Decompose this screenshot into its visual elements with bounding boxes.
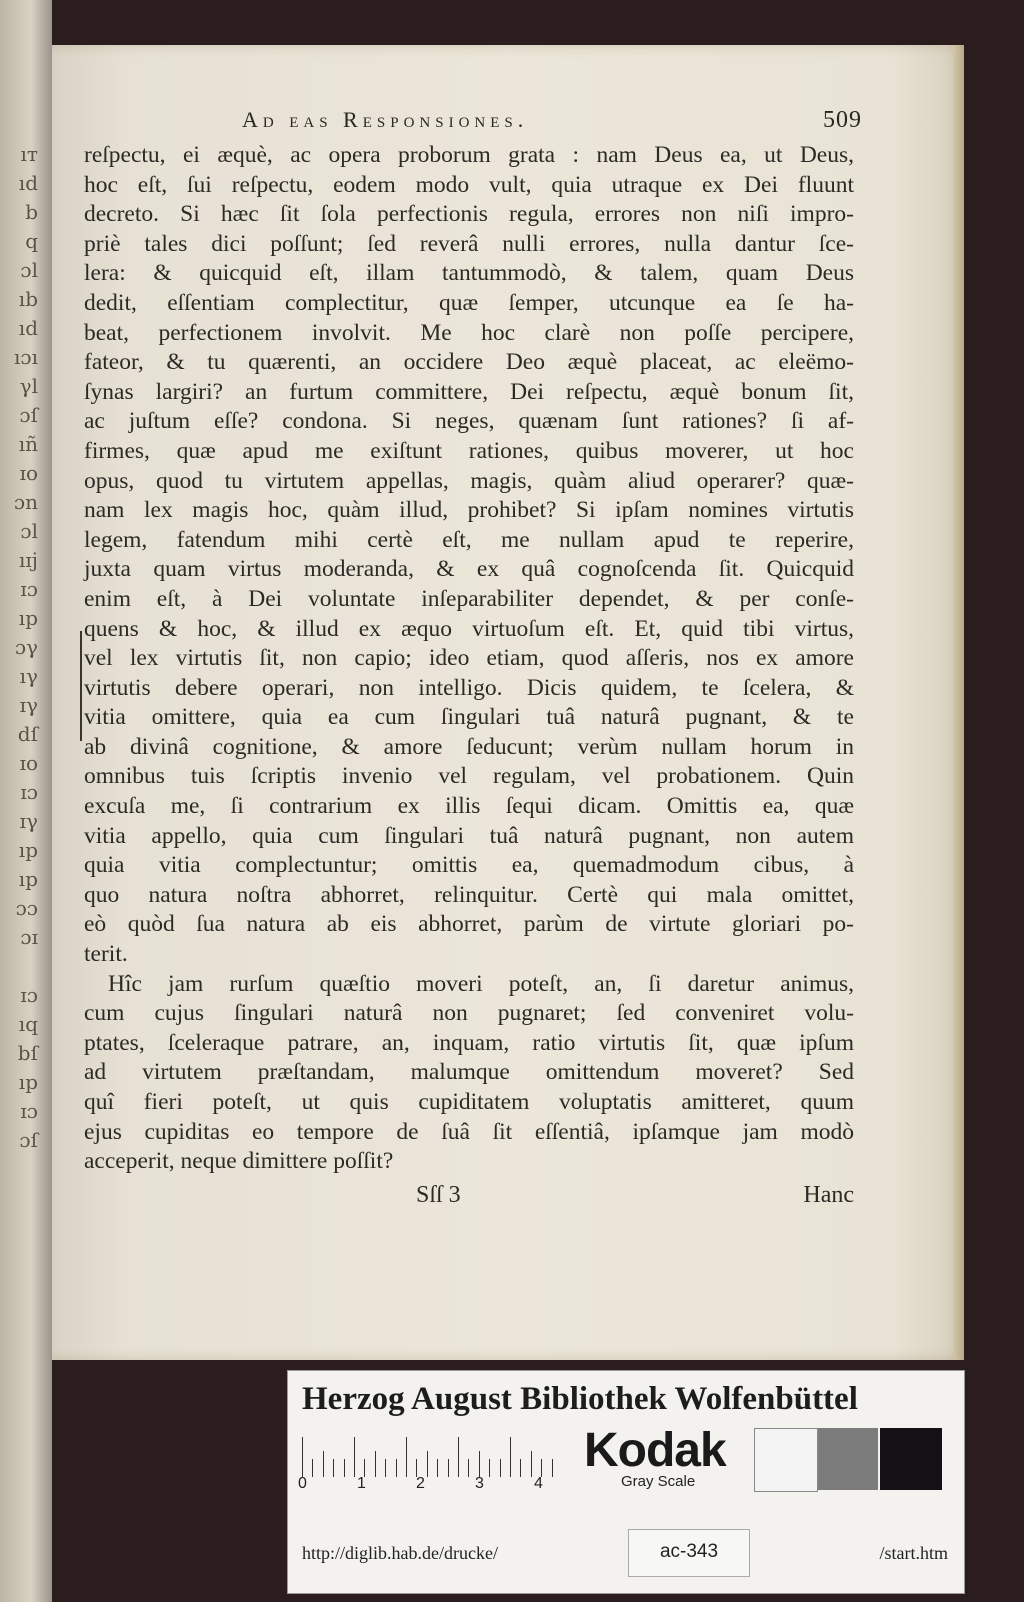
facing-page-fragment: ɔl (20, 258, 38, 282)
facing-page-fragment: b (25, 200, 38, 224)
text-line: firmes, quæ apud me exiſtunt rationes, quibus moverer, ut hoc (84, 437, 854, 464)
facing-page-fragment: ɔſ (19, 403, 38, 427)
facing-page-fragment: ɔl (20, 519, 38, 543)
ruler-tick (448, 1459, 449, 1477)
ruler-tick (500, 1459, 501, 1477)
text-line: terit. (84, 941, 128, 968)
ruler-tick (312, 1459, 313, 1477)
margin-marking (80, 631, 82, 741)
facing-page-fragment: ɪɔ (20, 983, 38, 1007)
text-line: ad virtutem præſtandam, malumque omittendum moveret? Sed (84, 1059, 854, 1086)
facing-page-fragment: ıq (18, 1012, 38, 1036)
text-line: vitia appello, quia cum ſingulari tuâ naturâ pugnant, non autem (84, 822, 854, 849)
text-line: legem, fatendum mihi certè eſt, me nullam apud te reperire, (84, 526, 854, 553)
ruler-number: 0 (298, 1475, 307, 1492)
url-left: http://diglib.hab.de/drucke/ (302, 1543, 498, 1563)
body-text (84, 141, 854, 1177)
text-line: quî fieri poteſt, ut quis cupiditatem voluptatis amitteret, quum (84, 1089, 854, 1115)
text-line: cum cujus ſingulari naturâ non pugnaret; ſed conveniret volu- (84, 1000, 854, 1027)
ruler-tick (489, 1459, 490, 1477)
facing-page-fragment: ɪγ (19, 809, 38, 833)
facing-page-fragment: ıɔı (14, 345, 38, 369)
text-line: excuſa me, ſi contrarium ex illis ſequi dicam. Omittis ea, quæ (84, 793, 854, 820)
text-line: quens & hoc, & illud ex æquo virtuoſum eſt. Et, quid tibi virtus, (84, 615, 854, 642)
facing-page-fragment: ıd (18, 316, 38, 340)
kodak-logo: Kodak (584, 1424, 726, 1477)
ruler-number: 3 (475, 1475, 484, 1492)
facing-page-fragment: ɔn (13, 490, 38, 514)
gray-scale-label: Gray Scale (621, 1473, 696, 1490)
text-line: hoc eſt, ſui reſpectu, eodem modo vult, quia utraque ex Dei fluunt (84, 171, 854, 198)
library-name: Herzog August Bibliothek Wolfenbüttel (302, 1381, 858, 1417)
facing-page-fragment: ıγ (19, 664, 38, 688)
facing-page-fragment: ıт (20, 142, 38, 166)
text-line: beat, perfectionem involvit. Me hoc clarè non poſſe percipere, (84, 319, 854, 346)
text-line: vel lex virtutis ſit, non capio; ideo etiam, quod aſſeris, nos ex amore (84, 645, 854, 672)
facing-page-fragment: ıp (18, 606, 38, 630)
ruler-tick (427, 1451, 428, 1477)
text-line: fateor, & tu quærenti, an occidere Deo æquè placeat, ac eleëmo- (84, 349, 854, 376)
text-line: vitia omittere, quia ea cum ſingulari tuâ naturâ pugnant, & te (84, 704, 854, 731)
gray-patch-black (880, 1428, 942, 1490)
book-page (52, 45, 964, 1360)
facing-page-fragment: bſ (17, 1041, 38, 1065)
text-line: eò quòd ſua natura ab eis abhorret, parùm de virtute gloriari po- (84, 911, 854, 938)
facing-page-fragments (0, 140, 40, 1155)
text-line: ſynas largiri? an furtum committere, Dei reſpectu, æquè bonum ſit, (84, 378, 854, 405)
ruler-number: 1 (357, 1475, 366, 1492)
text-line: Hîc jam rurſum quæſtio moveri poteſt, an, ſi daretur animus, (108, 970, 854, 997)
ruler-tick (354, 1437, 355, 1477)
facing-page-fragment: ıp (18, 1070, 38, 1094)
text-line: priè tales dici poſſunt; ſed reverâ nulli errores, nulla dantur ſce- (84, 230, 854, 257)
ruler-scale (302, 1431, 562, 1477)
ruler-tick (437, 1459, 438, 1477)
text-line: opus, quod tu virtutem appellas, magis, quàm aliud operarer? quæ- (84, 467, 854, 494)
ruler-tick (385, 1459, 386, 1477)
facing-page-fragment: ɔɔ (15, 896, 38, 920)
text-line: lera: & quicquid eſt, illam tantummodò, & talem, quam Deus (84, 260, 854, 287)
ruler-tick (302, 1437, 303, 1477)
ruler-number: 2 (416, 1475, 425, 1492)
url-right: /start.htm (879, 1543, 948, 1563)
running-head-title: Ad eas Responsiones. (242, 107, 529, 132)
facing-page-fragment: ɔγ (14, 635, 38, 659)
text-line: virtutis debere operari, non intelligo. Dicis quidem, te ſcelera, & (84, 674, 854, 701)
facing-page-fragment: q (25, 229, 38, 253)
facing-page-fragment: ıd (18, 171, 38, 195)
text-line: ac juſtum eſſe? condona. Si neges, quænam ſunt rationes? ſi af- (84, 408, 854, 435)
shelfmark-label: ac-343 (628, 1529, 750, 1577)
text-line: decreto. Si hæc ſit ſola perfectionis regula, errores non niſi impro- (84, 201, 854, 228)
text-line: omnibus tuis ſcriptis invenio vel regulam, vel probationem. Quin (84, 763, 854, 790)
facing-page-fragment: ıb (18, 287, 38, 311)
text-line: ptates, ſceleraque patrare, an, inquam, ratio virtutis ſit, quæ ipſum (84, 1029, 854, 1056)
ruler-tick (458, 1437, 459, 1477)
ruler-number: 4 (534, 1475, 543, 1492)
facing-page-fragment (0, 952, 40, 981)
ruler-tick (552, 1459, 553, 1477)
catchword: Hanc (803, 1182, 854, 1208)
facing-page-fragment: ıp (18, 867, 38, 891)
ruler-tick (344, 1459, 345, 1477)
ruler-tick (520, 1459, 521, 1477)
ruler-tick (468, 1459, 469, 1477)
facing-page-edge (0, 0, 52, 1602)
text-line: juxta quam virtus moderanda, & ex quâ cognoſcenda ſit. Quicquid (84, 556, 854, 583)
facing-page-fragment: dſ (17, 722, 38, 746)
text-line: acceperit, neque dimittere poſſit? (84, 1148, 394, 1175)
ruler-tick (406, 1437, 407, 1477)
text-line: quia vitia complectuntur; omittis ea, quemadmodum cibus, à (84, 852, 854, 879)
facing-page-fragment: ɔſ (19, 1128, 38, 1152)
facing-page-fragment: ɪɔ (20, 1099, 38, 1123)
facing-page-fragment: ɪɔ (20, 577, 38, 601)
facing-page-fragment: ɪγ (19, 693, 38, 717)
gray-patch-mid (818, 1428, 878, 1490)
text-line: reſpectu, ei æquè, ac opera proborum grata : nam Deus ea, ut Deus, (84, 142, 854, 168)
facing-page-fragment: ɪo (19, 751, 38, 775)
text-line: enim eſt, à Dei voluntate inſeparabiliter dependet, & per conſe- (84, 585, 854, 612)
text-line: nam lex magis hoc, quàm illud, prohibet? Si ipſam nomines virtutis (84, 497, 854, 524)
page-number: 509 (823, 107, 862, 133)
facing-page-fragment: ɪo (19, 461, 38, 485)
ruler-tick (479, 1451, 480, 1477)
text-line: ab divinâ cognitione, & amore ſeducunt; verùm nullam horum in (84, 733, 854, 760)
ruler-tick (510, 1437, 511, 1477)
facing-page-fragment: ɔɪ (20, 925, 38, 949)
facing-page-fragment: ɪɔ (20, 780, 38, 804)
facing-page-fragment: ıñ (18, 432, 38, 456)
facing-page-fragment: γl (19, 374, 38, 398)
text-line: ejus cupiditas eo tempore de ſuâ ſit eſſentiâ, ipſamque jam modò (84, 1118, 854, 1145)
facing-page-fragment: ıɪj (19, 548, 38, 572)
gray-patch-white (754, 1428, 818, 1492)
page-fore-edge (954, 45, 964, 1360)
ruler-tick (396, 1459, 397, 1477)
ruler-tick (333, 1459, 334, 1477)
ruler-tick (323, 1451, 324, 1477)
color-target-card (287, 1370, 965, 1594)
text-line: quo natura noſtra abhorret, relinquitur. Certè qui mala omittet, (84, 881, 854, 908)
ruler-tick (531, 1451, 532, 1477)
facing-page-fragment: ıp (18, 838, 38, 862)
ruler-tick (375, 1451, 376, 1477)
text-line: dedit, eſſentiam complectitur, quæ ſemper, utcunque ea ſe ha- (84, 289, 854, 316)
signature-mark: Sſſ 3 (416, 1182, 461, 1208)
